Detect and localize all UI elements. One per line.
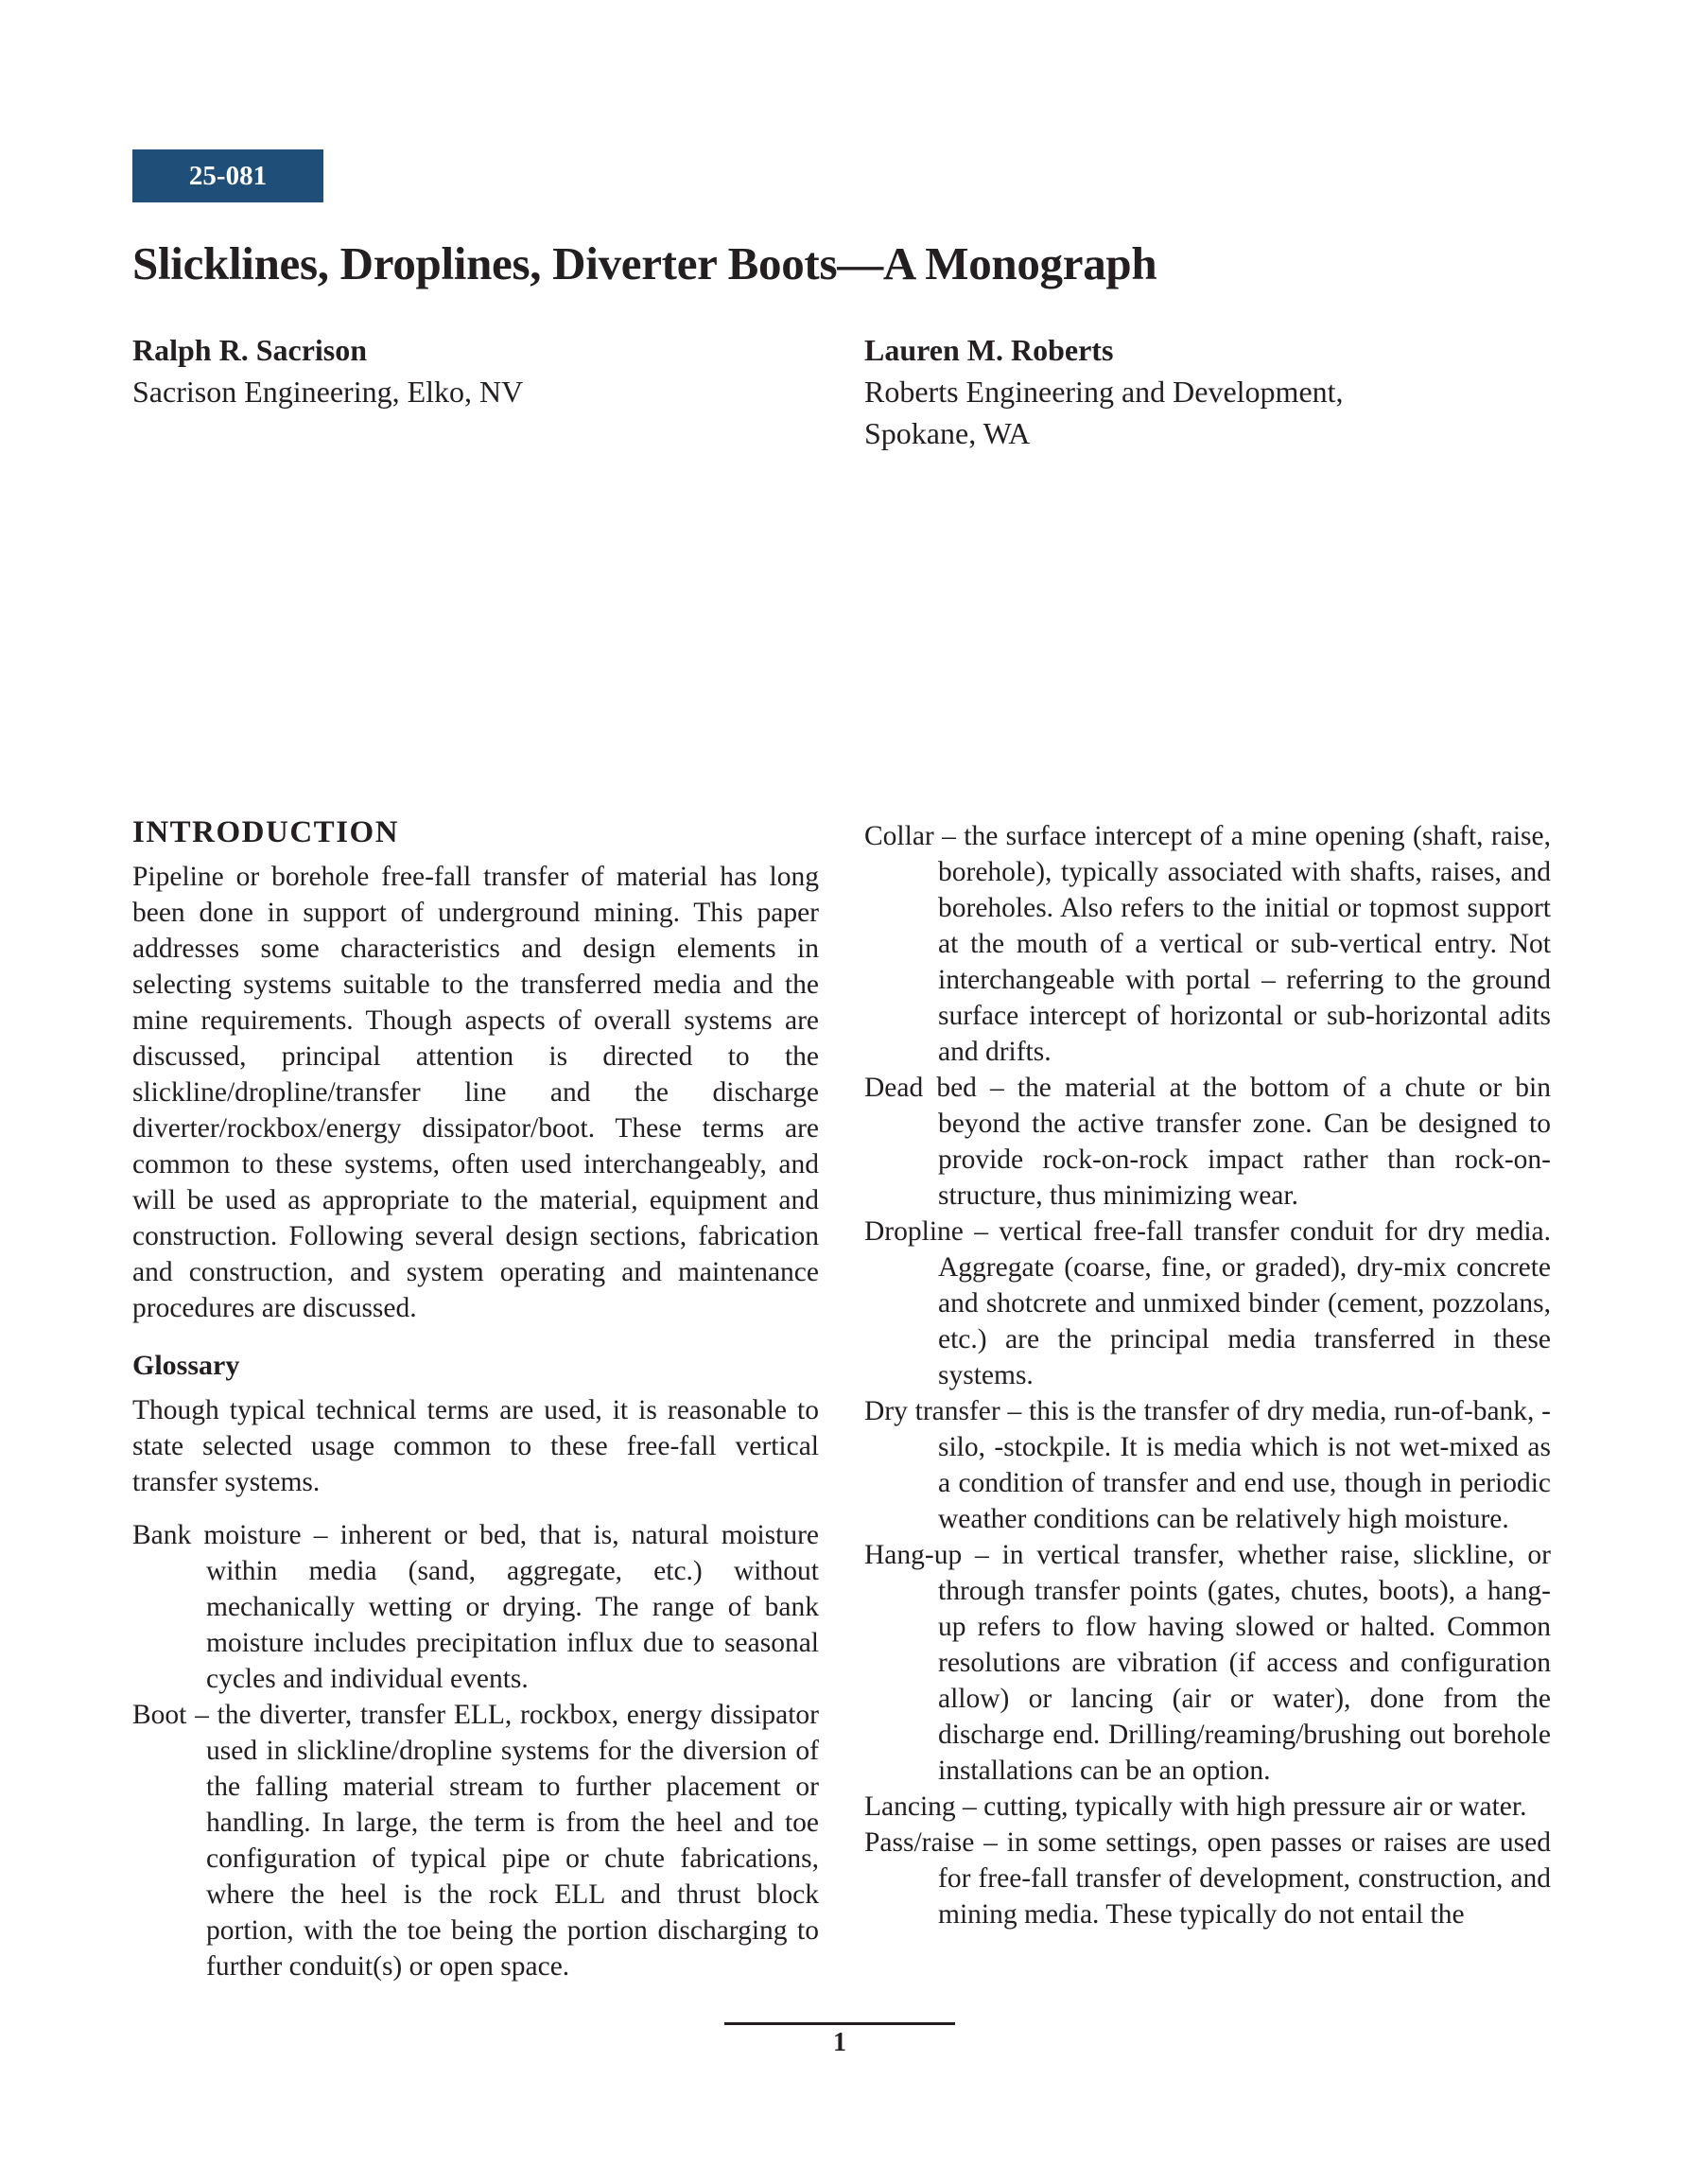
glossary-entry-boot: Boot – the diverter, transfer ELL, rockbox, energy dissipator used in slickline/dropline systems for the diversion of the falling material stream to further placement or handling. In large, the term is from the heel and toe configuration of typical pipe or chute fabrications, where the heel is the rock ELL and thrust block portion, with the toe being the portion discharging to further conduit(s) or open space. [132, 1700, 819, 1982]
paper-number-badge [132, 149, 323, 202]
page-number: 1 [833, 2028, 846, 2057]
glossary-intro: Though typical technical terms are used, it is reasonable to state selected usage common to these free-fall vertical transfer systems. [132, 1395, 819, 1497]
glossary-entry-lancing: Lancing – cutting, typically with high pressure air or water. [864, 1791, 1527, 1822]
glossary-heading: Glossary [132, 1350, 240, 1381]
right-column [864, 818, 1551, 1932]
author-name: Ralph R. Sacrison [132, 333, 368, 367]
glossary-entry-dropline: Dropline – vertical free-fall transfer conduit for dry media. Aggregate (coarse, fine, or graded), dry-mix concrete and shotcrete and unmixed binder (cement, pozzolans, etc.) are the principal media transferred in these systems. [864, 1216, 1551, 1390]
glossary-entry-dry-transfer: Dry transfer – this is the transfer of dry media, run-of-bank, -silo, -stockpile. It is media which is not wet-mixed as a condition of transfer and end use, though in periodic weather conditions can be relatively high moisture. [864, 1396, 1551, 1534]
glossary-entry-bank-moisture: Bank moisture – inherent or bed, that is, natural moisture within media (sand, aggregate, etc.) without mechanically wetting or drying. The range of bank moisture includes precipitation influx due to seasonal cycles and individual events. [132, 1520, 819, 1694]
introduction-paragraph: Pipeline or borehole free-fall transfer of material has long been done in support of underground mining. This paper addresses some characteristics and design elements in selecting systems suitable to the transferred media and the mine requirements. Though aspects of overall systems are discussed, principal attention is directed to the slickline/dropline/transfer line and the discharge diverter/rockbox/energy dissipator/boot. These terms are common to these systems, often used interchangeably, and will be used as appropriate to the material, equipment and construction. Following several design sections, fabrication and construction, and system operating and maintenance procedures are discussed. [132, 862, 819, 1323]
paper-title: Slicklines, Droplines, Diverter Boots—A Monograph [132, 237, 1157, 289]
introduction-heading: INTRODUCTION [132, 815, 400, 849]
paper-number: 25-081 [188, 160, 268, 191]
glossary-entry-hang-up: Hang-up – in vertical transfer, whether raise, slickline, or through transfer points (gates, chutes, boots), a hang-up refers to flow having slowed or halted. Common resolutions are vibration (if access and configuration allow) or lancing (air or water), done from the discharge end. Drilling/reaming/brushing out borehole installations can be an option. [864, 1540, 1551, 1786]
author-affiliation: Roberts Engineering and Development, [864, 375, 1344, 409]
author-block-2 [864, 329, 1451, 454]
author-block-1 [132, 329, 719, 412]
author-name: Lauren M. Roberts [864, 333, 1114, 367]
glossary-entry-collar: Collar – the surface intercept of a mine opening (shaft, raise, borehole), typically associated with shafts, raises, and boreholes. Also refers to the initial or topmost support at the mouth of a vertical or sub-vertical entry. Not interchangeable with portal – referring to the ground surface intercept of horizontal or sub-horizontal adits and drifts. [864, 821, 1551, 1067]
author-affiliation: Sacrison Engineering, Elko, NV [132, 375, 524, 409]
footer-rule [724, 2022, 955, 2025]
left-column [132, 813, 819, 1984]
glossary-entry-pass-raise: Pass/raise – in some settings, open passes or raises are used for free-fall transfer of development, construction, and mining media. These typically do not entail the [864, 1827, 1551, 1930]
author-affiliation: Spokane, WA [864, 416, 1031, 450]
glossary-entry-dead-bed: Dead bed – the material at the bottom of a chute or bin beyond the active transfer zone. Can be designed to provide rock-on-rock impact rather than rock-on-structure, thus minimizing wear. [864, 1073, 1551, 1211]
